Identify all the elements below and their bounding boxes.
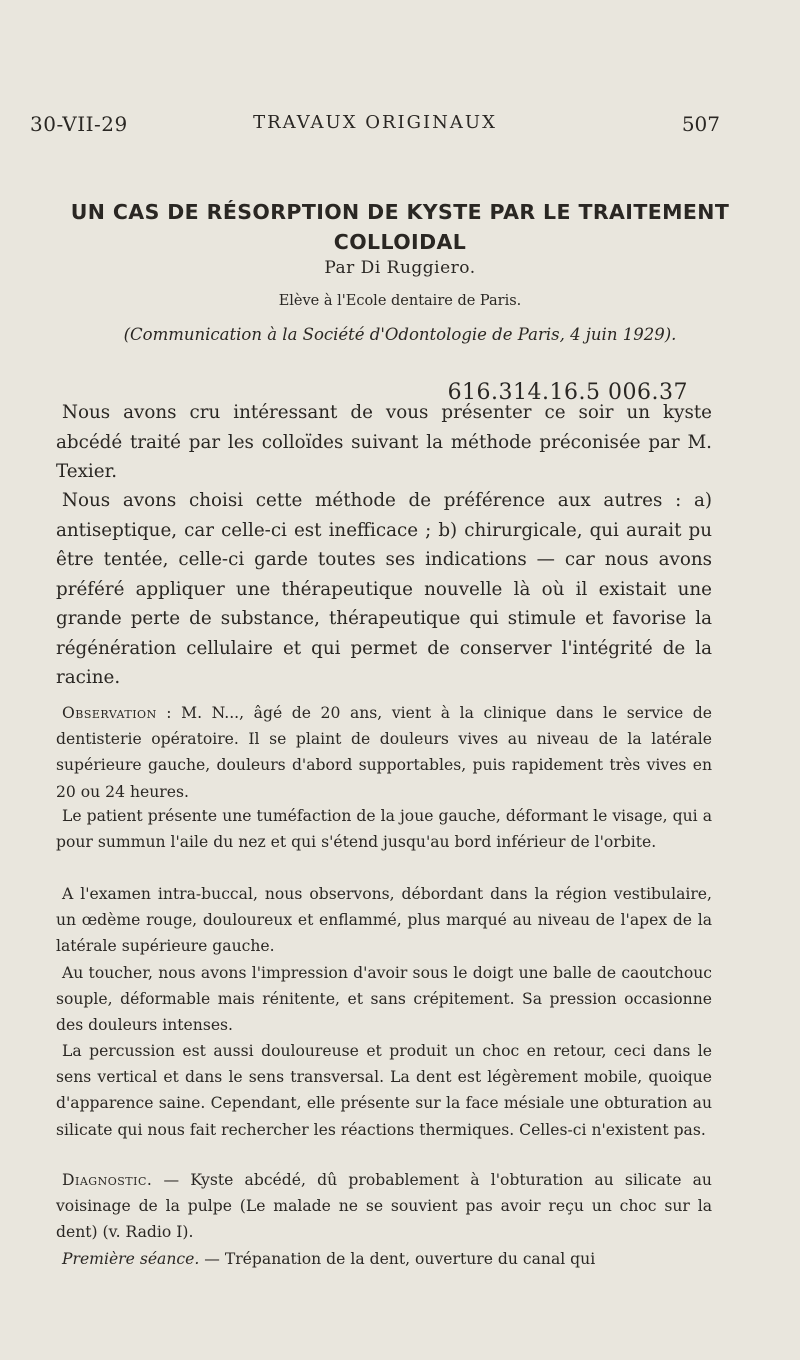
diagnostic-label: Diagnostic. <box>62 1171 153 1189</box>
article-title: UN CAS DE RÉSORPTION DE KYSTE PAR LE TRAITEMENT COLLOIDAL <box>70 200 730 254</box>
header-date: 30-VII-29 <box>30 112 128 136</box>
observation-paragraph-1 <box>56 700 712 805</box>
author-affiliation: Elève à l'Ecole dentaire de Paris. <box>278 293 522 309</box>
observation-text: : M. N..., âgé de 20 ans, vient à la clinique dans le service de dentisterie opératoire. Il se plaint de douleurs vives au niveau de la latérale supérieure gauche, douleurs d'abord supportables, puis rapidement très vives en 20 ou 24 heures. <box>56 704 712 801</box>
intro-paragraph-1: Nous avons cru intéressant de vous présenter ce soir un kyste abcédé traité par les colloïdes suivant la méthode préconisée par M. Texier. <box>56 402 712 482</box>
observation-paragraph-2: Le patient présente une tuméfaction de la joue gauche, déformant le visage, qui a pour summun l'aile du nez et qui s'étend jusqu'au bord inférieur de l'orbite. <box>56 807 712 852</box>
diagnostic-text: — Kyste abcédé, dû probablement à l'obturation au silicate au voisinage de la pulpe (Le malade ne se souvient pas avoir reçu un choc sur la dent) (v. Radio I). <box>56 1171 712 1242</box>
running-header <box>30 112 720 142</box>
classification-code: 616.314.16.5 006.37 <box>447 380 688 405</box>
communication-note: (Communication à la Société d'Odontologie de Paris, 4 juin 1929). <box>123 325 677 344</box>
premiere-seance-paragraph <box>56 1246 712 1272</box>
observation-paragraph-5: La percussion est aussi douloureuse et produit un choc en retour, ceci dans le sens vertical et dans le sens transversal. La dent est légèrement mobile, quoique d'apparence saine. Cependant, elle présente sur la face mésiale une obturation au silicate qui nous fait rechercher les réactions thermiques. Celles-ci n'existent pas. <box>56 1042 712 1139</box>
premiere-seance-text: — Trépanation de la dent, ouverture du canal qui <box>204 1250 596 1268</box>
header-running-title: TRAVAUX ORIGINAUX <box>253 112 497 133</box>
article-byline: Par Di Ruggiero. <box>324 258 476 278</box>
header-page-number: 507 <box>681 112 720 136</box>
premiere-seance-label: Première séance. <box>62 1250 200 1268</box>
intro-paragraph-2: Nous avons choisi cette méthode de préférence aux autres : a) antiseptique, car celle-ci est inefficace ; b) chirurgicale, qui aurait pu être tentée, celle-ci garde toutes ses indications — car nous avons préféré appliquer une thérapeutique nouvelle là où il existait une grande perte de substance, thérapeutique qui stimule et favorise la régénération cellulaire et qui permet de conserver l'intégrité de la racine. <box>56 490 712 688</box>
observation-paragraph-3: A l'examen intra-buccal, nous observons, débordant dans la région vestibulaire, un œdème rouge, douloureux et enflammé, plus marqué au niveau de l'apex de la latérale supérieure gauche. <box>56 885 712 956</box>
observation-paragraph-4: Au toucher, nous avons l'impression d'avoir sous le doigt une balle de caoutchouc souple, déformable mais rénitente, et sans crépitement. Sa pression occasionne des douleurs intenses. <box>56 964 712 1035</box>
observation-label: Observation <box>62 704 157 722</box>
diagnostic-paragraph <box>56 1167 712 1246</box>
